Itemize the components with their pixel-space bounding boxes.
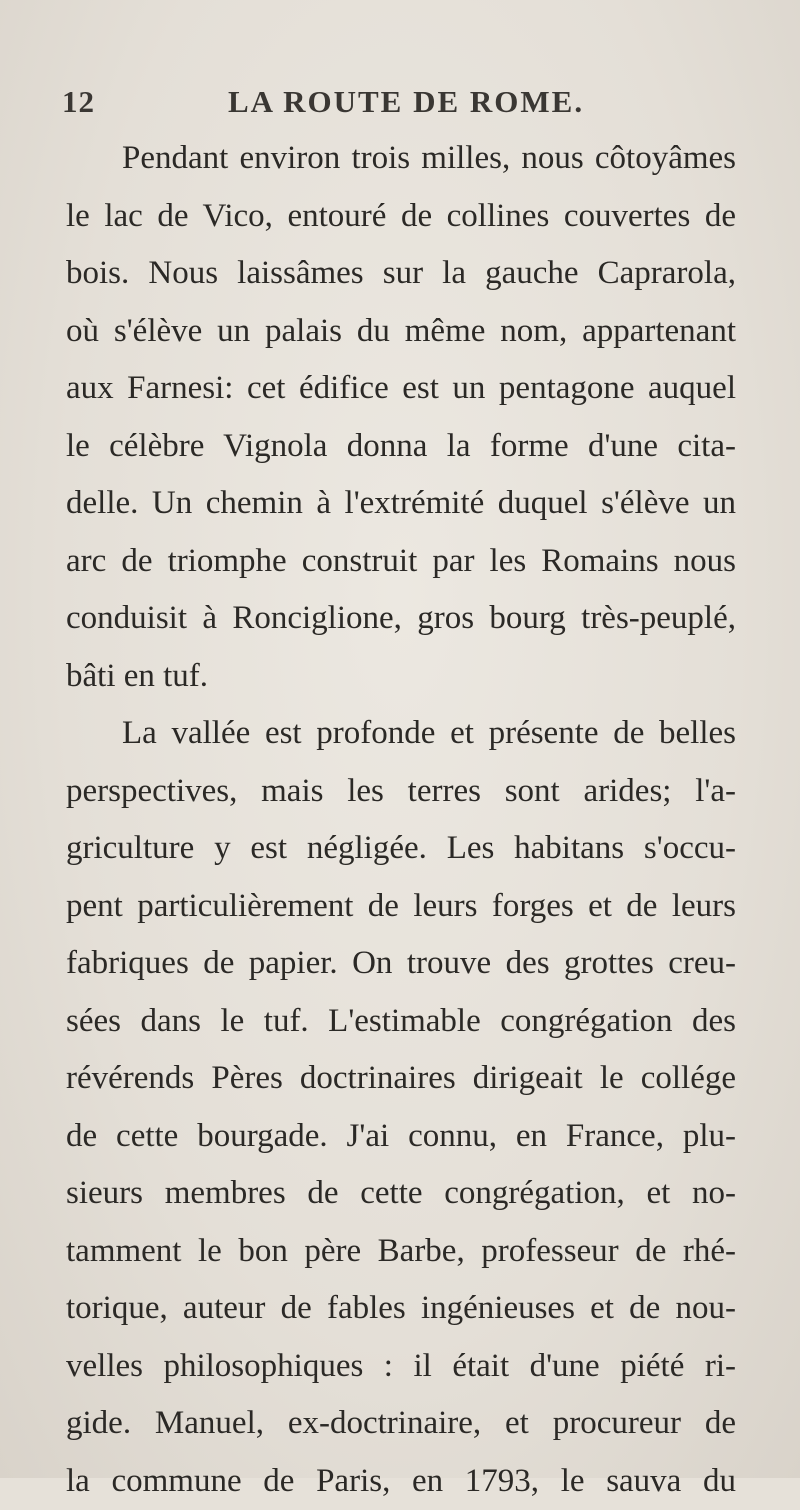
running-title: LA ROUTE DE ROME. <box>228 84 584 120</box>
text-line: aux Farnesi: cet édifice est un pentagone auquel <box>66 360 736 418</box>
text-line: griculture y est négligée. Les habitans s'occu- <box>66 820 736 878</box>
text-line: torique, auteur de fables ingénieuses et de nou- <box>66 1280 736 1338</box>
text-line: tamment le bon père Barbe, professeur de rhé- <box>66 1223 736 1281</box>
text-line: conduisit à Ronciglione, gros bourg très-peuplé, <box>66 590 736 648</box>
text-line: Pendant environ trois milles, nous côtoyâmes <box>66 130 736 188</box>
running-head <box>62 84 722 124</box>
text-line: révérends Pères doctrinaires dirigeait le collége <box>66 1050 736 1108</box>
text-line: delle. Un chemin à l'extrémité duquel s'élève un <box>66 475 736 533</box>
text-line: le célèbre Vignola donna la forme d'une cita- <box>66 418 736 476</box>
text-line: arc de triomphe construit par les Romains nous <box>66 533 736 591</box>
text-line: velles philosophiques : il était d'une piété ri- <box>66 1338 736 1396</box>
text-line: gide. Manuel, ex-doctrinaire, et procureur de <box>66 1395 736 1453</box>
text-line: perspectives, mais les terres sont arides; l'a- <box>66 763 736 821</box>
text-line: sées dans le tuf. L'estimable congrégation des <box>66 993 736 1051</box>
text-line: où s'élève un palais du même nom, appartenant <box>66 303 736 361</box>
body-text <box>66 130 736 1510</box>
text-line: la commune de Paris, en 1793, le sauva du <box>66 1453 736 1510</box>
text-line: fabriques de papier. On trouve des grottes creu- <box>66 935 736 993</box>
page-number: 12 <box>62 84 95 120</box>
text-line: sieurs membres de cette congrégation, et no- <box>66 1165 736 1223</box>
text-line: bois. Nous laissâmes sur la gauche Caprarola, <box>66 245 736 303</box>
text-line: de cette bourgade. J'ai connu, en France, plu- <box>66 1108 736 1166</box>
text-line: bâti en tuf. <box>66 648 736 706</box>
text-line: le lac de Vico, entouré de collines couvertes de <box>66 188 736 246</box>
text-line: pent particulièrement de leurs forges et de leurs <box>66 878 736 936</box>
text-line: La vallée est profonde et présente de belles <box>66 705 736 763</box>
